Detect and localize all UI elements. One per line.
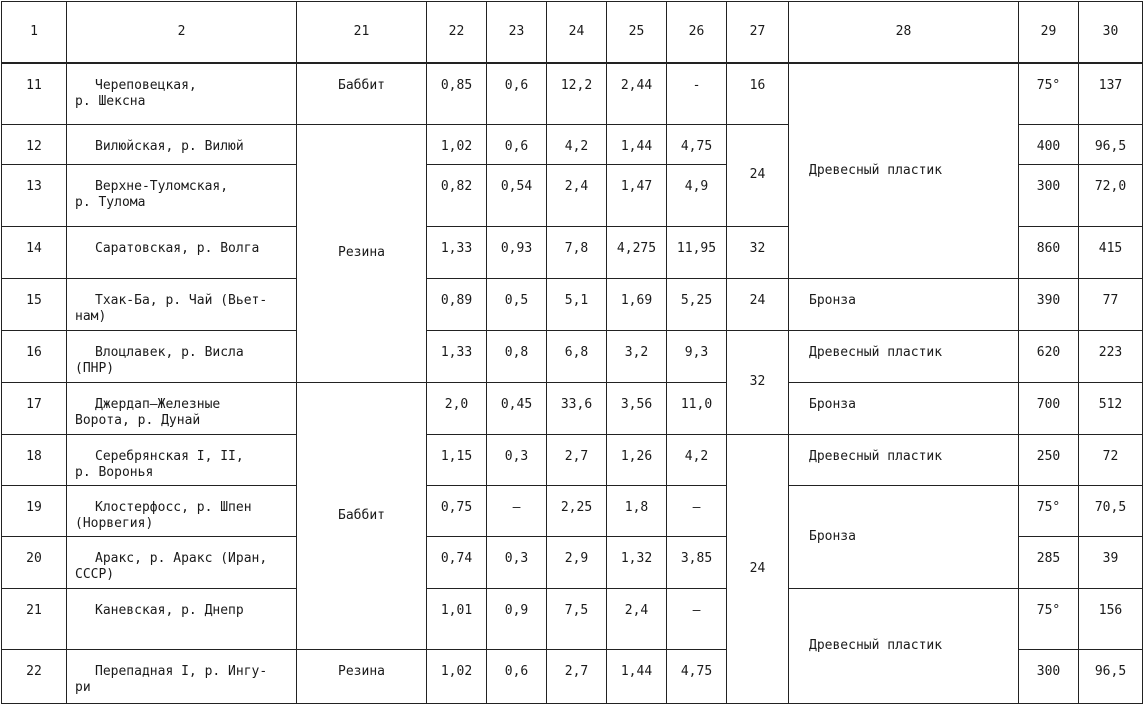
- value-cell: 4,2: [667, 434, 727, 485]
- row-number: 17: [2, 382, 67, 434]
- value-cell: 0,6: [487, 124, 547, 164]
- value-cell: 11,0: [667, 382, 727, 434]
- value-cell: 390: [1019, 278, 1079, 330]
- material-cell: Древесный пластик: [789, 588, 1019, 703]
- table-row: [2, 588, 1143, 649]
- station-name: Каневская, р. Днепр: [67, 588, 297, 649]
- row-number: 14: [2, 226, 67, 278]
- value-cell: 1,8: [607, 485, 667, 536]
- value-cell: 4,9: [667, 164, 727, 226]
- value-cell: 1,44: [607, 649, 667, 703]
- value-cell: 0,75: [427, 485, 487, 536]
- value-cell: 4,75: [667, 649, 727, 703]
- station-name: Клостерфосс, р. Шпен (Норвегия): [67, 485, 297, 536]
- value-cell: 75°: [1019, 485, 1079, 536]
- value-cell: 77: [1079, 278, 1143, 330]
- value-cell: 0,89: [427, 278, 487, 330]
- table-row: [2, 278, 1143, 330]
- header-cell: 29: [1019, 2, 1079, 64]
- value-cell: 2,4: [547, 164, 607, 226]
- bearing-material: Резина: [297, 124, 427, 382]
- header-cell: 21: [297, 2, 427, 64]
- value-cell: 2,0: [427, 382, 487, 434]
- value-cell: 2,9: [547, 536, 607, 588]
- value-cell: 512: [1079, 382, 1143, 434]
- station-name: Вилюйская, р. Вилюй: [67, 124, 297, 164]
- header-row: [2, 2, 1143, 64]
- material-cell: Древесный пластик: [789, 330, 1019, 382]
- header-cell: 22: [427, 2, 487, 64]
- row-number: 22: [2, 649, 67, 703]
- row-number: 16: [2, 330, 67, 382]
- value-cell: 96,5: [1079, 649, 1143, 703]
- header-cell: 27: [727, 2, 789, 64]
- value-cell: 24: [727, 434, 789, 703]
- value-cell: 4,75: [667, 124, 727, 164]
- value-cell: 0,5: [487, 278, 547, 330]
- station-name: Тхак-Ба, р. Чай (Вьет- нам): [67, 278, 297, 330]
- value-cell: 1,33: [427, 330, 487, 382]
- value-cell: 0,8: [487, 330, 547, 382]
- value-cell: 300: [1019, 164, 1079, 226]
- row-number: 19: [2, 485, 67, 536]
- station-name: Верхне-Туломская, р. Тулома: [67, 164, 297, 226]
- table-row: [2, 485, 1143, 536]
- row-number: 18: [2, 434, 67, 485]
- bearing-material: Баббит: [297, 63, 427, 124]
- value-cell: 415: [1079, 226, 1143, 278]
- station-name: Серебрянская I, II, р. Воронья: [67, 434, 297, 485]
- header-cell: 24: [547, 2, 607, 64]
- header-cell: 30: [1079, 2, 1143, 64]
- value-cell: 250: [1019, 434, 1079, 485]
- header-cell: 26: [667, 2, 727, 64]
- value-cell: 6,8: [547, 330, 607, 382]
- value-cell: 72: [1079, 434, 1143, 485]
- value-cell: 24: [727, 124, 789, 226]
- header-cell: 2: [67, 2, 297, 64]
- table-row: [2, 63, 1143, 124]
- station-name: Джердап—Железные Ворота, р. Дунай: [67, 382, 297, 434]
- value-cell: 700: [1019, 382, 1079, 434]
- value-cell: 1,69: [607, 278, 667, 330]
- value-cell: —: [487, 485, 547, 536]
- station-name: Саратовская, р. Волга: [67, 226, 297, 278]
- value-cell: 1,33: [427, 226, 487, 278]
- value-cell: 0,93: [487, 226, 547, 278]
- header-cell: 1: [2, 2, 67, 64]
- value-cell: 16: [727, 63, 789, 124]
- value-cell: 75°: [1019, 63, 1079, 124]
- material-cell: Бронза: [789, 278, 1019, 330]
- data-table: [1, 1, 1143, 704]
- value-cell: 75°: [1019, 588, 1079, 649]
- station-name: Аракс, р. Аракс (Иран, СССР): [67, 536, 297, 588]
- value-cell: 156: [1079, 588, 1143, 649]
- value-cell: 39: [1079, 536, 1143, 588]
- value-cell: 1,15: [427, 434, 487, 485]
- material-cell: Бронза: [789, 485, 1019, 588]
- table-row: [2, 330, 1143, 382]
- value-cell: 400: [1019, 124, 1079, 164]
- value-cell: 4,275: [607, 226, 667, 278]
- material-cell: Бронза: [789, 382, 1019, 434]
- value-cell: 2,44: [607, 63, 667, 124]
- value-cell: 137: [1079, 63, 1143, 124]
- value-cell: —: [667, 485, 727, 536]
- station-name: Перепадная I, р. Ингу- ри: [67, 649, 297, 703]
- value-cell: 7,5: [547, 588, 607, 649]
- value-cell: 3,85: [667, 536, 727, 588]
- value-cell: 0,6: [487, 649, 547, 703]
- value-cell: 860: [1019, 226, 1079, 278]
- header-cell: 25: [607, 2, 667, 64]
- value-cell: 0,82: [427, 164, 487, 226]
- row-number: 15: [2, 278, 67, 330]
- header-cell: 23: [487, 2, 547, 64]
- value-cell: 2,7: [547, 649, 607, 703]
- row-number: 13: [2, 164, 67, 226]
- value-cell: 1,02: [427, 124, 487, 164]
- value-cell: 72,0: [1079, 164, 1143, 226]
- value-cell: 0,3: [487, 536, 547, 588]
- value-cell: 96,5: [1079, 124, 1143, 164]
- value-cell: 620: [1019, 330, 1079, 382]
- value-cell: 0,9: [487, 588, 547, 649]
- value-cell: 0,6: [487, 63, 547, 124]
- value-cell: 5,25: [667, 278, 727, 330]
- value-cell: 11,95: [667, 226, 727, 278]
- value-cell: 0,45: [487, 382, 547, 434]
- value-cell: 32: [727, 226, 789, 278]
- value-cell: 24: [727, 278, 789, 330]
- value-cell: 1,26: [607, 434, 667, 485]
- value-cell: 300: [1019, 649, 1079, 703]
- value-cell: 2,4: [607, 588, 667, 649]
- value-cell: 70,5: [1079, 485, 1143, 536]
- value-cell: 7,8: [547, 226, 607, 278]
- value-cell: 5,1: [547, 278, 607, 330]
- table-row: [2, 382, 1143, 434]
- material-cell: Древесный пластик: [789, 63, 1019, 278]
- value-cell: 4,2: [547, 124, 607, 164]
- row-number: 21: [2, 588, 67, 649]
- value-cell: 285: [1019, 536, 1079, 588]
- station-name: Влоцлавек, р. Висла (ПНР): [67, 330, 297, 382]
- value-cell: 3,56: [607, 382, 667, 434]
- value-cell: —: [667, 588, 727, 649]
- material-cell: Древесный пластик: [789, 434, 1019, 485]
- value-cell: 33,6: [547, 382, 607, 434]
- value-cell: 0,54: [487, 164, 547, 226]
- value-cell: 1,44: [607, 124, 667, 164]
- value-cell: 2,25: [547, 485, 607, 536]
- value-cell: 0,74: [427, 536, 487, 588]
- value-cell: 1,02: [427, 649, 487, 703]
- station-name: Череповецкая, р. Шексна: [67, 63, 297, 124]
- row-number: 12: [2, 124, 67, 164]
- value-cell: 12,2: [547, 63, 607, 124]
- table-row: [2, 434, 1143, 485]
- value-cell: 1,01: [427, 588, 487, 649]
- bearing-material: Баббит: [297, 382, 427, 649]
- row-number: 20: [2, 536, 67, 588]
- value-cell: 32: [727, 330, 789, 434]
- row-number: 11: [2, 63, 67, 124]
- value-cell: 1,32: [607, 536, 667, 588]
- value-cell: 0,85: [427, 63, 487, 124]
- value-cell: 1,47: [607, 164, 667, 226]
- value-cell: 0,3: [487, 434, 547, 485]
- value-cell: 223: [1079, 330, 1143, 382]
- value-cell: 3,2: [607, 330, 667, 382]
- value-cell: 2,7: [547, 434, 607, 485]
- value-cell: -: [667, 63, 727, 124]
- bearing-material: Резина: [297, 649, 427, 703]
- header-cell: 28: [789, 2, 1019, 64]
- value-cell: 9,3: [667, 330, 727, 382]
